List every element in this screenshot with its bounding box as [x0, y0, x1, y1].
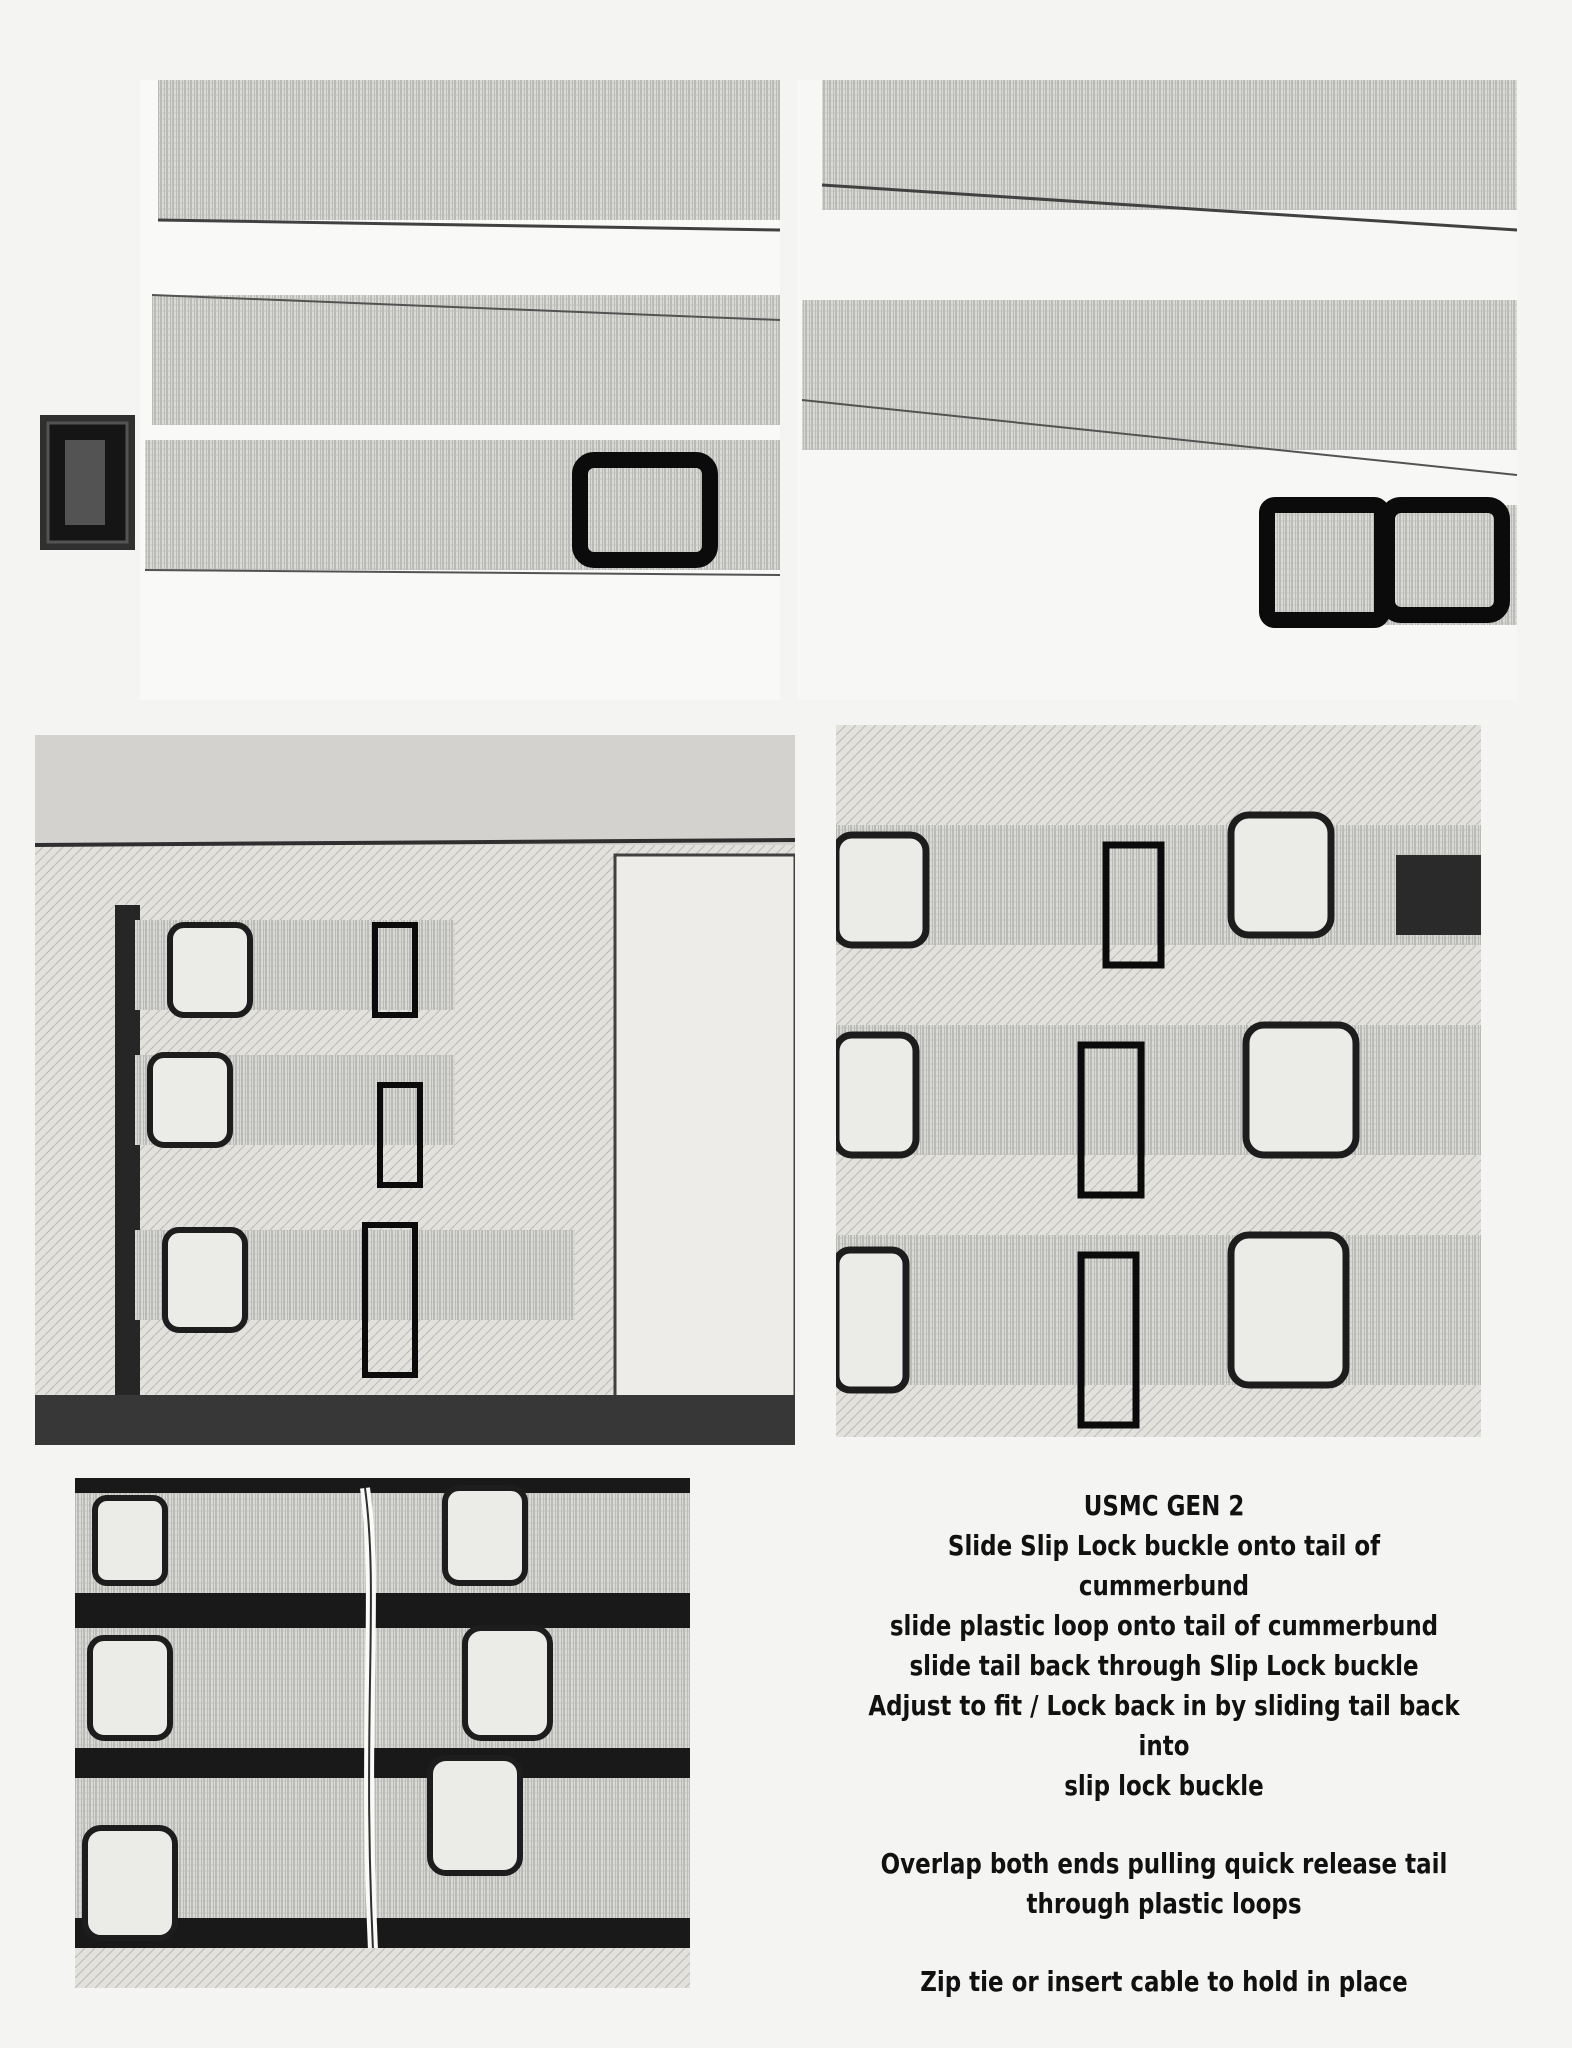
photo-straps-with-loop	[140, 80, 780, 700]
step-line: Overlap both ends pulling quick release tail	[880, 1847, 1448, 1880]
instructions-title: USMC GEN 2	[1083, 1489, 1245, 1522]
step-line: slip lock buckle	[1064, 1769, 1264, 1802]
instructions-text	[866, 1486, 1463, 2002]
step-line: slide tail back through Slip Lock buckle	[909, 1649, 1419, 1682]
photo-buckles-closeup	[836, 725, 1481, 1437]
photo-cummerbund-installed	[35, 735, 795, 1445]
photo-cable-through-loops	[75, 1478, 690, 1988]
step-line: slide plastic loop onto tail of cummerbund	[889, 1609, 1439, 1642]
step-line: Adjust to fit / Lock back in by sliding tail back into	[868, 1689, 1460, 1762]
step-line: Zip tie or insert cable to hold in place	[920, 1965, 1408, 1998]
photo-strap-with-buckles	[797, 80, 1517, 700]
step-line: through plastic loops	[1026, 1887, 1302, 1920]
step-line: Slide Slip Lock buckle onto tail of cummerbund	[947, 1529, 1381, 1602]
slip-lock-buckle-icon	[40, 415, 135, 550]
